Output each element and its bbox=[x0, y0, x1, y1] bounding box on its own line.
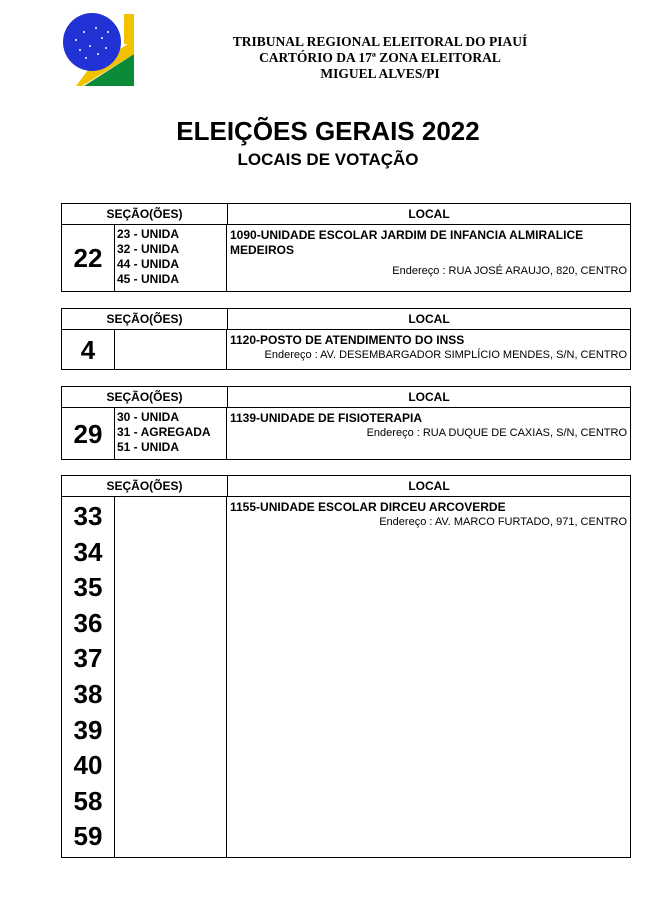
section-item: 44 - UNIDA bbox=[117, 257, 180, 271]
zone-number: 36 bbox=[73, 607, 103, 638]
local-address: Endereço : AV. DESEMBARGADOR SIMPLÍCIO MENDES, S/N, CENTRO bbox=[264, 349, 627, 361]
section-item: 32 - UNIDA bbox=[117, 242, 180, 256]
zone-number: 22 bbox=[62, 225, 115, 292]
local-address: Endereço : RUA JOSÉ ARAUJO, 820, CENTRO bbox=[392, 265, 627, 277]
section-item: 31 - AGREGADA bbox=[117, 425, 211, 439]
page-title: ELEIÇÕES GERAIS 2022 bbox=[176, 116, 480, 146]
zone-number-list bbox=[62, 497, 115, 858]
secao-header: SEÇÃO(ÕES) bbox=[62, 204, 228, 224]
section-item: 51 - UNIDA bbox=[117, 440, 180, 454]
zone-number: 40 bbox=[73, 750, 103, 781]
local-header: LOCAL bbox=[408, 479, 450, 493]
zone-number: 58 bbox=[73, 785, 103, 816]
zone-number: 4 bbox=[62, 330, 115, 370]
local-header: LOCAL bbox=[408, 390, 450, 404]
section-list bbox=[115, 408, 227, 460]
zone-number: 38 bbox=[73, 678, 103, 709]
section-item: 23 - UNIDA bbox=[117, 227, 180, 241]
tre-logo-icon bbox=[62, 10, 134, 86]
polling-place-block bbox=[61, 475, 631, 858]
secao-header: SEÇÃO(ÕES) bbox=[62, 387, 228, 407]
local-name: 1090-UNIDADE ESCOLAR JARDIM DE INFANCIA ALMIRALICE MEDEIROS bbox=[230, 228, 584, 257]
section-list bbox=[115, 497, 227, 858]
institution-line-2: CARTÓRIO DA 17ª ZONA ELEITORAL bbox=[259, 50, 501, 65]
local-header: LOCAL bbox=[408, 312, 450, 326]
section-item: 45 - UNIDA bbox=[117, 272, 180, 286]
institution-line-3: MIGUEL ALVES/PI bbox=[320, 66, 440, 81]
secao-header: SEÇÃO(ÕES) bbox=[62, 309, 228, 329]
zone-number: 59 bbox=[73, 821, 103, 852]
institution-header bbox=[170, 34, 590, 82]
local-name: 1120-POSTO DE ATENDIMENTO DO INSS bbox=[230, 333, 465, 347]
zone-number: 34 bbox=[73, 536, 103, 567]
polling-place-block bbox=[61, 308, 631, 370]
local-address: Endereço : RUA DUQUE DE CAXIAS, S/N, CENTRO bbox=[366, 427, 627, 439]
local-name: 1155-UNIDADE ESCOLAR DIRCEU ARCOVERDE bbox=[230, 500, 506, 514]
zone-number: 33 bbox=[73, 501, 103, 531]
local-header: LOCAL bbox=[408, 207, 450, 221]
section-item: 30 - UNIDA bbox=[117, 410, 180, 424]
institution-line-1: TRIBUNAL REGIONAL ELEITORAL DO PIAUÍ bbox=[232, 34, 528, 49]
secao-header: SEÇÃO(ÕES) bbox=[62, 476, 228, 496]
polling-place-block bbox=[61, 386, 631, 460]
zone-number: 29 bbox=[62, 408, 115, 460]
section-list bbox=[115, 225, 227, 292]
polling-place-block bbox=[61, 203, 631, 292]
zone-number: 37 bbox=[73, 643, 103, 674]
local-name: 1139-UNIDADE DE FISIOTERAPIA bbox=[230, 411, 423, 425]
local-address: Endereço : AV. MARCO FURTADO, 971, CENTRO bbox=[379, 516, 627, 528]
section-list bbox=[115, 330, 227, 370]
zone-number: 39 bbox=[73, 714, 103, 745]
page-subtitle: LOCAIS DE VOTAÇÃO bbox=[237, 150, 419, 169]
zone-number: 35 bbox=[73, 572, 103, 603]
